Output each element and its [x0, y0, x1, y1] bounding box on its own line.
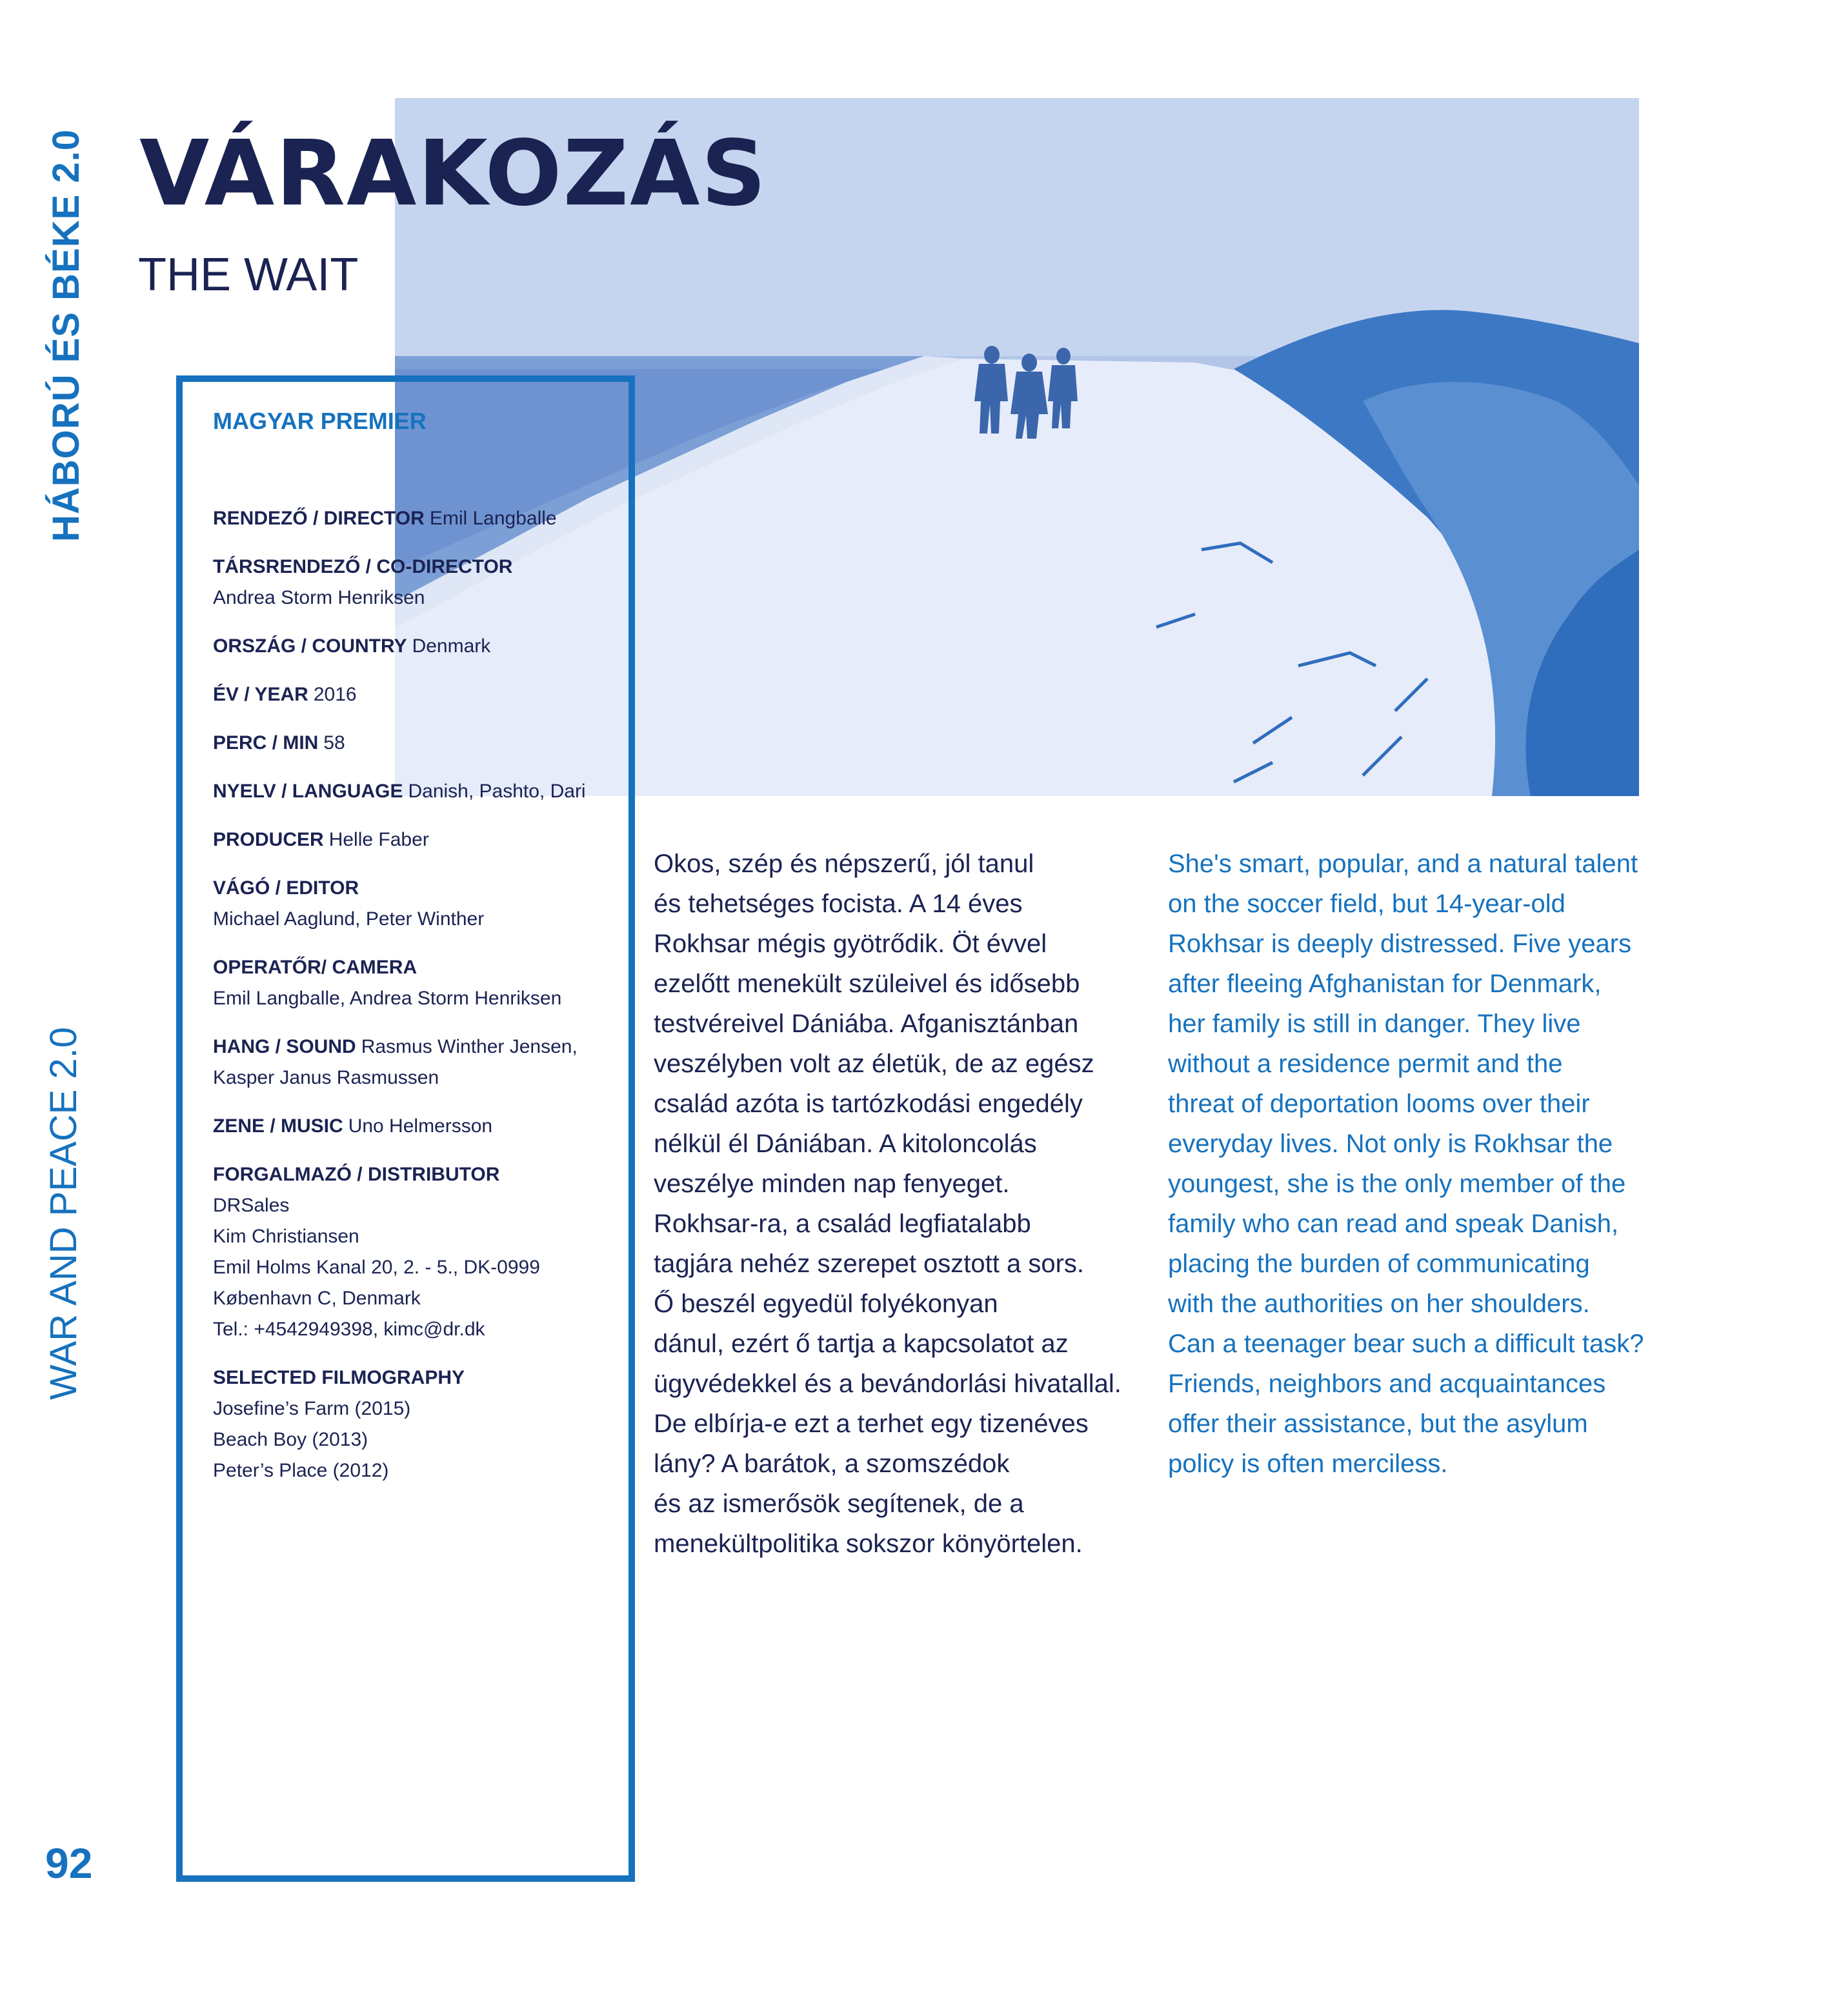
- credit-label: ZENE / MUSIC: [213, 1115, 343, 1137]
- synopsis-en: [1168, 844, 1644, 1484]
- distributor-line: Kim Christiansen: [213, 1226, 359, 1247]
- credit-runtime: [213, 728, 626, 759]
- synopsis-line: Can a teenager bear such a difficult task?: [1168, 1330, 1644, 1358]
- credit-language: [213, 776, 626, 807]
- filmography-item: Beach Boy (2013): [213, 1429, 368, 1450]
- synopsis-line: tagjára nehéz szerepet osztott a sors.: [654, 1250, 1085, 1278]
- synopsis-line: és tehetséges focista. A 14 éves: [654, 890, 1023, 918]
- synopsis-line: Rokhsar-ra, a család legfiatalabb: [654, 1210, 1031, 1238]
- credit-country: [213, 631, 626, 662]
- distributor-line: København C, Denmark: [213, 1288, 421, 1309]
- credit-year: [213, 679, 626, 710]
- synopsis-line: after fleeing Afghanistan for Denmark,: [1168, 970, 1602, 998]
- section-title-vertical-en: WAR AND PEACE 2.0: [43, 1026, 85, 1400]
- credit-label: RENDEZŐ / DIRECTOR: [213, 508, 425, 529]
- credit-label: VÁGÓ / EDITOR: [213, 877, 359, 899]
- filmography-item: Peter’s Place (2012): [213, 1460, 389, 1481]
- credit-value: Emil Langballe, Andrea Storm Henriksen: [213, 988, 562, 1009]
- synopsis-line: veszélyben volt az életük, de az egész: [654, 1050, 1094, 1078]
- synopsis-line: Ő beszél egyedül folyékonyan: [654, 1290, 998, 1318]
- credit-label: ÉV / YEAR: [213, 684, 308, 705]
- distributor-line: Tel.: +4542949398, kimc@dr.dk: [213, 1319, 485, 1340]
- synopsis-line: policy is often merciless.: [1168, 1450, 1448, 1478]
- credit-label: TÁRSRENDEZŐ / CO-DIRECTOR: [213, 556, 513, 577]
- synopsis-line: Rokhsar mégis gyötrődik. Öt évvel: [654, 930, 1047, 958]
- synopsis-line: nélkül él Dániában. A kitoloncolás: [654, 1130, 1037, 1158]
- credit-value: Emil Langballe: [429, 508, 557, 529]
- credit-producer: [213, 824, 626, 855]
- synopsis-line: threat of deportation looms over their: [1168, 1090, 1590, 1118]
- credits-list: [213, 503, 626, 1504]
- synopsis-line: család azóta is tartózkodási engedély: [654, 1090, 1083, 1118]
- credit-value: Helle Faber: [328, 829, 429, 850]
- synopsis-line: family who can read and speak Danish,: [1168, 1210, 1619, 1238]
- synopsis-hu: [654, 844, 1122, 1564]
- credit-label: HANG / SOUND: [213, 1036, 356, 1057]
- credit-value: Danish, Pashto, Dari: [408, 781, 586, 802]
- credit-label: SELECTED FILMOGRAPHY: [213, 1367, 465, 1388]
- distributor-line: DRSales: [213, 1195, 290, 1216]
- credit-value: 2016: [313, 684, 357, 705]
- credit-value: 58: [323, 732, 345, 754]
- distributor-line: Emil Holms Kanal 20, 2. - 5., DK-0999: [213, 1257, 540, 1278]
- synopsis-line: Rokhsar is deeply distressed. Five years: [1168, 930, 1632, 958]
- page-number: 92: [45, 1839, 93, 1887]
- credit-value: Andrea Storm Henriksen: [213, 587, 425, 608]
- credit-sound: [213, 1032, 626, 1093]
- section-title-vertical-hu: HÁBORÚ ÉS BÉKE 2.0: [45, 128, 87, 542]
- synopsis-line: Friends, neighbors and acquaintances: [1168, 1370, 1606, 1398]
- synopsis-line: lány? A barátok, a szomszédok: [654, 1450, 1010, 1478]
- synopsis-line: offer their assistance, but the asylum: [1168, 1410, 1588, 1438]
- synopsis-line: veszélye minden nap fenyeget.: [654, 1170, 1010, 1198]
- synopsis-line: everyday lives. Not only is Rokhsar the: [1168, 1130, 1613, 1158]
- premiere-label: MAGYAR PREMIER: [213, 408, 427, 434]
- credit-camera: [213, 952, 626, 1014]
- credit-label: PERC / MIN: [213, 732, 319, 754]
- credit-filmography: [213, 1362, 626, 1486]
- film-title-hu: VÁRAKOZÁS: [139, 121, 768, 226]
- synopsis-line: ezelőtt menekült szüleivel és idősebb: [654, 970, 1080, 998]
- synopsis-line: without a residence permit and the: [1168, 1050, 1563, 1078]
- credit-co-director: [213, 552, 626, 614]
- synopsis-line: She's smart, popular, and a natural talent: [1168, 850, 1638, 878]
- credit-distributor: [213, 1159, 626, 1345]
- filmography-item: Josefine’s Farm (2015): [213, 1398, 411, 1419]
- credit-label: OPERATŐR/ CAMERA: [213, 957, 417, 978]
- credit-label: NYELV / LANGUAGE: [213, 781, 403, 802]
- credit-editor: [213, 873, 626, 935]
- credit-value: Michael Aaglund, Peter Winther: [213, 908, 485, 930]
- synopsis-line: her family is still in danger. They live: [1168, 1010, 1581, 1038]
- credit-music: [213, 1111, 626, 1142]
- film-title-en: THE WAIT: [138, 249, 359, 301]
- synopsis-line: De elbírja-e ezt a terhet egy tizenéves: [654, 1410, 1089, 1438]
- credit-value: Denmark: [412, 635, 491, 657]
- credit-label: FORGALMAZÓ / DISTRIBUTOR: [213, 1164, 500, 1185]
- synopsis-line: ügyvédekkel és a bevándorlási hivatallal.: [654, 1370, 1122, 1398]
- synopsis-line: youngest, she is the only member of the: [1168, 1170, 1626, 1198]
- synopsis-line: on the soccer field, but 14-year-old: [1168, 890, 1565, 918]
- synopsis-line: placing the burden of communicating: [1168, 1250, 1590, 1278]
- credit-label: PRODUCER: [213, 829, 324, 850]
- credit-label: ORSZÁG / COUNTRY: [213, 635, 407, 657]
- synopsis-line: dánul, ezért ő tartja a kapcsolatot az: [654, 1330, 1069, 1358]
- credit-value-continued: Kasper Janus Rasmussen: [213, 1067, 439, 1088]
- credit-value: Rasmus Winther Jensen,: [361, 1036, 578, 1057]
- credit-value: Uno Helmersson: [348, 1115, 493, 1137]
- synopsis-line: menekültpolitika sokszor könyörtelen.: [654, 1530, 1083, 1558]
- synopsis-line: testvéreivel Dániába. Afganisztánban: [654, 1010, 1079, 1038]
- synopsis-line: és az ismerősök segítenek, de a: [654, 1490, 1024, 1518]
- synopsis-line: with the authorities on her shoulders.: [1168, 1290, 1590, 1318]
- synopsis-line: Okos, szép és népszerű, jól tanul: [654, 850, 1034, 878]
- credit-director: [213, 503, 626, 534]
